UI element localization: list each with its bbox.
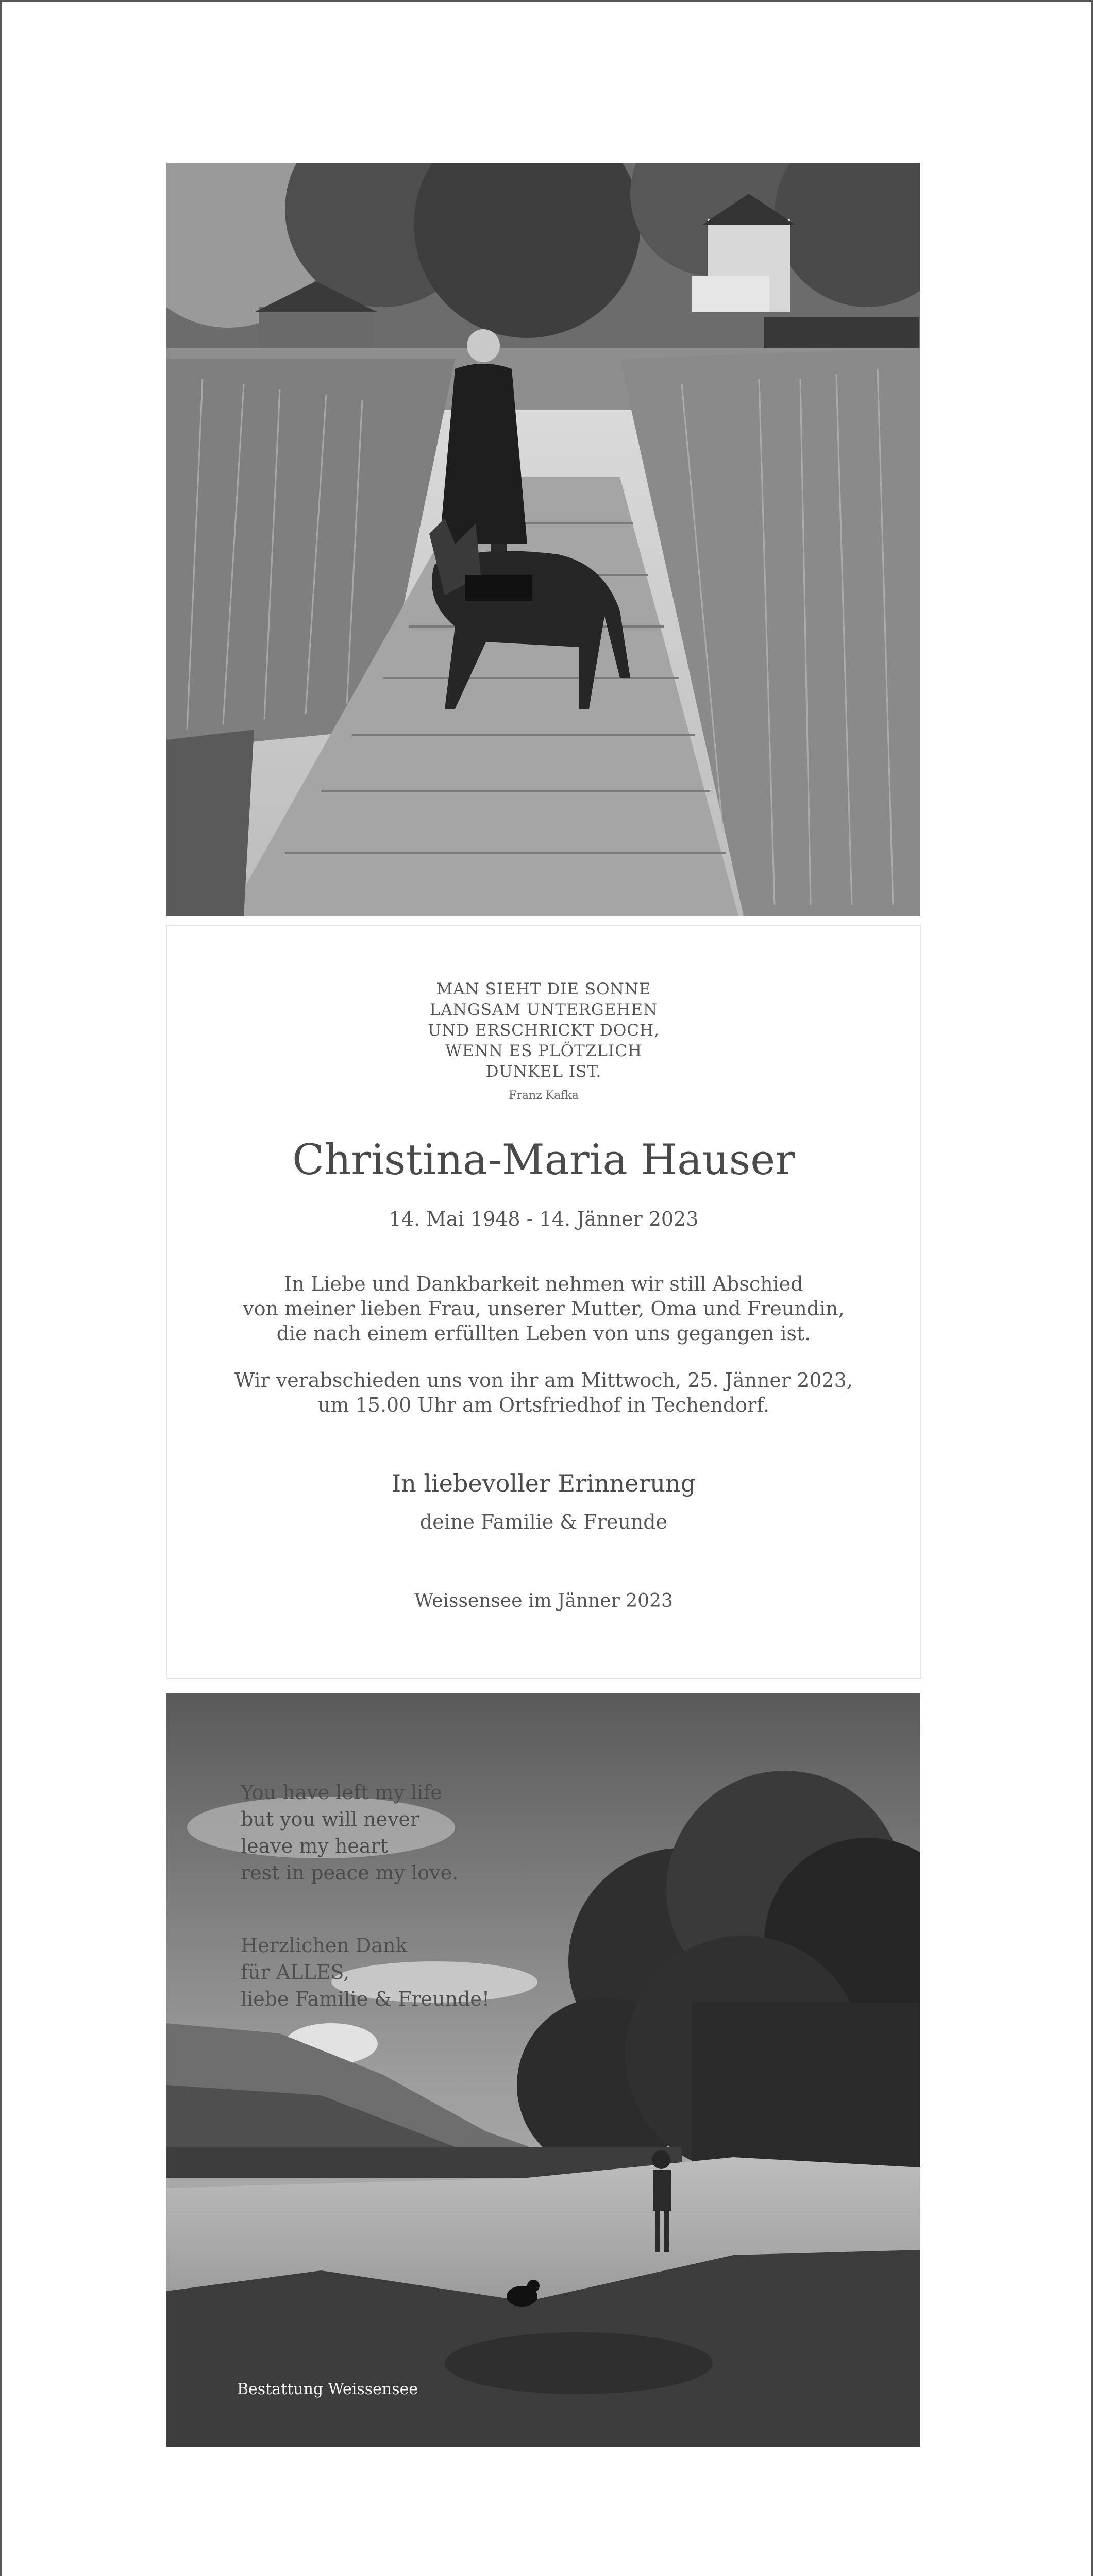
portrait-photo: [166, 163, 920, 916]
thanks-line: für ALLES,: [241, 1961, 350, 1984]
quote: [167, 979, 920, 1082]
family-signature: deine Familie & Freunde: [419, 1511, 668, 1533]
thanks-note: [241, 1932, 490, 2012]
quote-line: LANGSAM UNTERGEHEN: [429, 1001, 658, 1019]
quote-line: WENN ES PLÖTZLICH: [445, 1042, 642, 1060]
poem-line: leave my heart: [241, 1835, 388, 1857]
farewell-line: In Liebe und Dankbarkeit nehmen wir still Abschied: [284, 1273, 803, 1295]
poem-line: but you will never: [241, 1808, 420, 1831]
farewell-paragraph: [167, 1272, 920, 1346]
poem-line: rest in peace my love.: [241, 1861, 459, 1884]
funeral-line: Wir verabschieden uns von ihr am Mittwoch, 25. Jänner 2023,: [234, 1369, 853, 1392]
place-date: Weissensee im Jänner 2023: [414, 1590, 673, 1612]
quote-line: UND ERSCHRICKT DOCH,: [428, 1021, 660, 1040]
thanks-line: liebe Familie & Freunde!: [241, 1988, 490, 2010]
funeral-line: um 15.00 Uhr am Ortsfriedhof in Techendorf.: [317, 1394, 770, 1416]
quote-author: Franz Kafka: [509, 1089, 579, 1102]
thanks-line: Herzlichen Dank: [241, 1934, 408, 1957]
undertaker-credit: Bestattung Weissensee: [237, 2380, 418, 2398]
quote-line: MAN SIEHT DIE SONNE: [436, 980, 651, 998]
memory-heading: In liebevoller Erinnerung: [391, 1469, 696, 1497]
obituary-card: [166, 925, 921, 1679]
quote-line: DUNKEL IST.: [485, 1062, 602, 1081]
poem-line: You have left my life: [241, 1781, 442, 1804]
farewell-line: von meiner lieben Frau, unserer Mutter, Oma und Freundin,: [243, 1297, 845, 1320]
farewell-poem: [241, 1779, 458, 1886]
deceased-name: Christina-Maria Hauser: [292, 1136, 795, 1184]
life-dates: 14. Mai 1948 - 14. Jänner 2023: [389, 1208, 699, 1230]
funeral-paragraph: [167, 1368, 920, 1417]
farewell-line: die nach einem erfüllten Leben von uns gegangen ist.: [276, 1322, 811, 1345]
